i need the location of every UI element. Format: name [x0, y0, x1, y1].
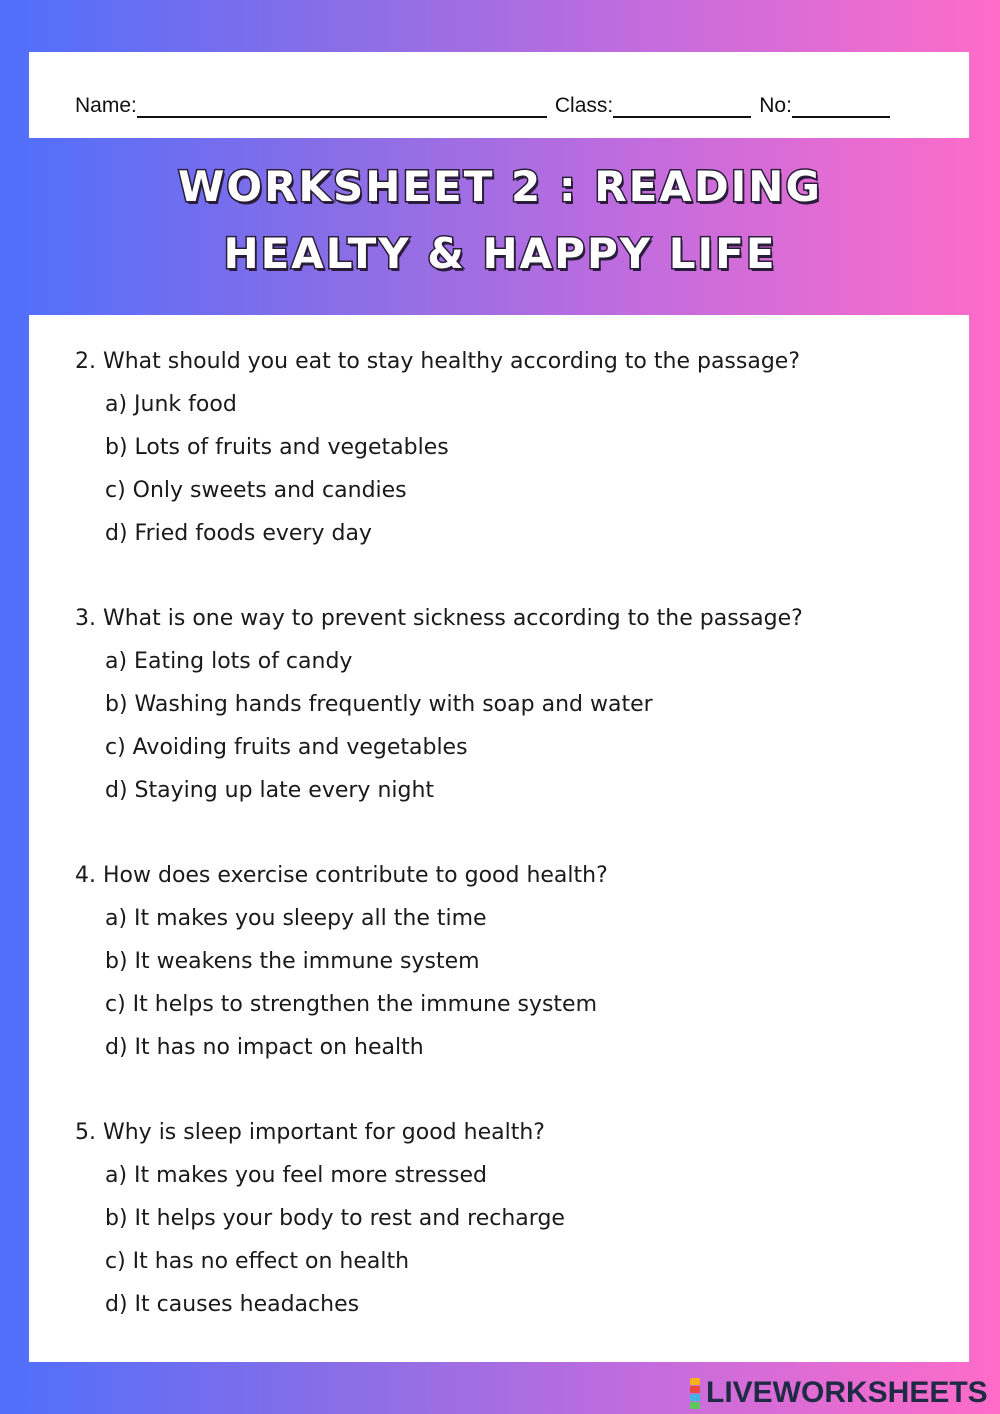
- question-5-option-b[interactable]: b) It helps your body to rest and recharge: [105, 1206, 565, 1231]
- question-2-option-d[interactable]: d) Fried foods every day: [105, 521, 372, 546]
- question-5-option-a[interactable]: a) It makes you feel more stressed: [105, 1163, 487, 1188]
- question-3-option-d[interactable]: d) Staying up late every night: [105, 778, 435, 803]
- question-3: 3. What is one way to prevent sickness according to the passage?: [75, 606, 803, 631]
- logo-block-1: [690, 1378, 700, 1385]
- logo-text: LIVEWORKSHEETS: [706, 1376, 988, 1409]
- question-4-option-b[interactable]: b) It weakens the immune system: [105, 949, 480, 974]
- student-info-header: [29, 52, 969, 138]
- worksheet-subtitle: HEALTY & HAPPY LIFE: [223, 229, 777, 278]
- question-2: 2. What should you eat to stay healthy according to the passage?: [75, 349, 801, 374]
- question-5-option-c[interactable]: c) It has no effect on health: [105, 1249, 410, 1274]
- no-blank[interactable]: [792, 97, 890, 118]
- worksheet-title: WORKSHEET 2 : READING: [178, 162, 822, 211]
- question-5: 5. Why is sleep important for good health?: [75, 1120, 545, 1145]
- question-4-option-a[interactable]: a) It makes you sleepy all the time: [105, 906, 487, 931]
- question-2-option-a[interactable]: a) Junk food: [105, 392, 237, 417]
- logo-block-4: [690, 1402, 700, 1409]
- student-info-line: [75, 94, 890, 118]
- class-label: Class:: [554, 94, 614, 117]
- question-4-option-c[interactable]: c) It helps to strengthen the immune system: [105, 992, 598, 1017]
- name-blank[interactable]: [137, 97, 547, 118]
- question-2-option-b[interactable]: b) Lots of fruits and vegetables: [105, 435, 449, 460]
- no-label: No:: [759, 94, 792, 117]
- question-2-option-c[interactable]: c) Only sweets and candies: [105, 478, 407, 503]
- class-blank[interactable]: [613, 97, 751, 118]
- question-3-option-b[interactable]: b) Washing hands frequently with soap and water: [105, 692, 653, 717]
- question-3-option-c[interactable]: c) Avoiding fruits and vegetables: [105, 735, 468, 760]
- question-4: 4. How does exercise contribute to good health?: [75, 863, 608, 888]
- logo-block-2: [690, 1386, 700, 1393]
- liveworksheets-logo-icon: [690, 1378, 700, 1409]
- question-4-option-d[interactable]: d) It has no impact on health: [105, 1035, 424, 1060]
- logo-block-3: [690, 1394, 700, 1401]
- question-3-option-a[interactable]: a) Eating lots of candy: [105, 649, 353, 674]
- liveworksheets-logo[interactable]: [690, 1376, 988, 1410]
- questions-panel: [29, 315, 969, 1362]
- name-label: Name:: [75, 94, 137, 117]
- question-5-option-d[interactable]: d) It causes headaches: [105, 1292, 360, 1317]
